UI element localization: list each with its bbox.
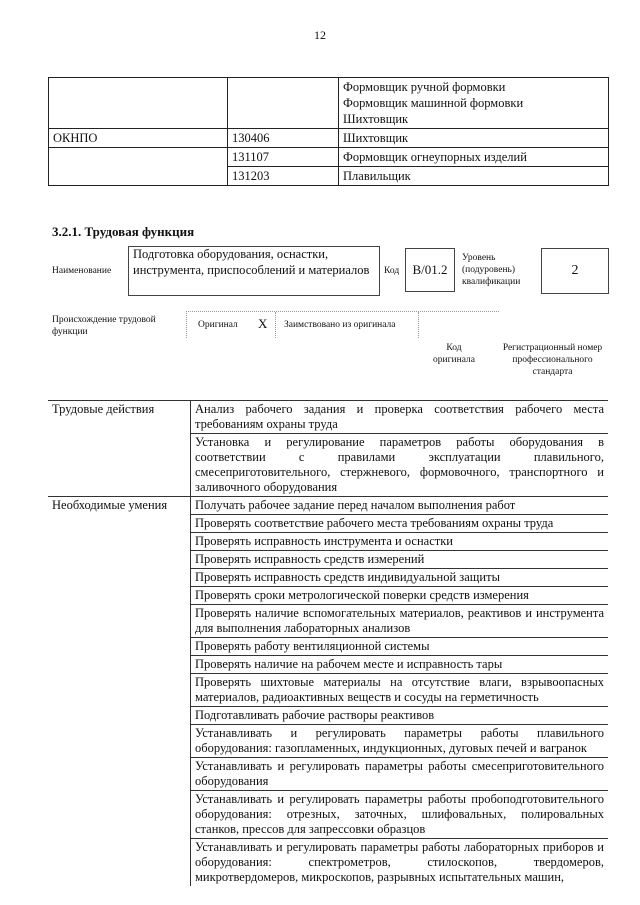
section-title: 3.2.1. Трудовая функция <box>52 224 195 239</box>
function-name-value: Подготовка оборудования, оснастки, инструмента, приспособлений и материалов <box>128 246 380 296</box>
classifier-cell: ОКНПО <box>49 129 228 148</box>
labor-function-table <box>48 400 608 886</box>
skill-item: Проверять сроки метрологической поверки средств измерения <box>191 587 609 605</box>
code-label: Код <box>384 266 400 276</box>
skills-label: Необходимые умения <box>48 497 191 887</box>
skill-item: Устанавливать и регулировать параметры работы лабораторных приборов и оборудования: спектрометров, стилоскопов, твердомеров, микротвердомеров, микроскопов, разрывных испытательных машин, <box>191 839 609 887</box>
registration-number-label: Регистрационный номер профессионального стандарта <box>502 343 603 377</box>
action-item: Установка и регулирование параметров работы оборудования в соответствии с правилами эксплуатации плавильного, смесеприготовительного, стержневого, формовочного, транспортного и заливочного оборудования <box>191 434 609 497</box>
skill-item: Проверять соответствие рабочего места требованиям охраны труда <box>191 515 609 533</box>
table-row <box>48 497 608 515</box>
page-number: 12 <box>314 28 326 42</box>
table-row <box>49 129 609 148</box>
skill-item: Проверять исправность средств измерений <box>191 551 609 569</box>
code-cell: 131107 <box>228 148 339 167</box>
actions-label: Трудовые действия <box>48 401 191 497</box>
skill-item: Проверять шихтовые материалы на отсутствие влаги, взрывоопасных материалов, радиоактивных веществ и сосуды на герметичность <box>191 674 609 707</box>
table-row <box>48 401 608 434</box>
skill-item: Устанавливать и регулировать параметры работы плавильного оборудования: газопламенных, индукционных, дуговых печей и вагранок <box>191 725 609 758</box>
occupation-codes-table <box>48 77 609 186</box>
skill-item: Проверять наличие вспомогательных материалов, реактивов и инструмента для выполнения лабораторных анализов <box>191 605 609 638</box>
occupation-cell: Плавильщик <box>339 167 609 186</box>
skill-item: Устанавливать и регулировать параметры работы пробоподготовительного оборудования: отрезных, заточных, шлифовальных, полировальных станков, прессов для запрессовки образцов <box>191 791 609 839</box>
table-row <box>49 78 609 129</box>
skill-item: Получать рабочее задание перед началом выполнения работ <box>191 497 609 515</box>
qualification-level-value: 2 <box>541 248 609 294</box>
skill-item: Проверять исправность инструмента и оснастки <box>191 533 609 551</box>
occupation-cell: Формовщик огнеупорных изделий <box>339 148 609 167</box>
table-row <box>49 148 609 167</box>
function-code-value: B/01.2 <box>405 248 455 292</box>
code-cell: 130406 <box>228 129 339 148</box>
table-row <box>49 167 609 186</box>
skill-item: Проверять работу вентиляционной системы <box>191 638 609 656</box>
skill-item: Подготавливать рабочие растворы реактивов <box>191 707 609 725</box>
occupation-cell <box>339 78 609 129</box>
level-label: Уровень (подуровень) квалификации <box>462 253 521 287</box>
occupation-name: Шихтовщик <box>343 112 409 126</box>
occupation-cell: Шихтовщик <box>339 129 609 148</box>
classifier-cell <box>49 167 228 186</box>
name-label: Наименование <box>52 266 112 276</box>
occupation-name: Формовщик машинной формовки <box>343 96 524 110</box>
skill-item: Устанавливать и регулировать параметры работы смесеприготовительного оборудования <box>191 758 609 791</box>
skill-item: Проверять наличие на рабочем месте и исправность тары <box>191 656 609 674</box>
classifier-cell <box>49 78 228 129</box>
skill-item: Проверять исправность средств индивидуальной защиты <box>191 569 609 587</box>
original-mark: X <box>258 316 268 331</box>
classifier-cell <box>49 148 228 167</box>
code-cell: 131203 <box>228 167 339 186</box>
code-original-label: Код оригинала <box>433 343 475 365</box>
original-label: Оригинал <box>198 320 238 330</box>
code-cell <box>228 78 339 129</box>
occupation-name: Формовщик ручной формовки <box>343 80 506 94</box>
origin-label: Происхождение трудовой функции <box>52 315 156 337</box>
action-item: Анализ рабочего задания и проверка соответствия рабочего места требованиям охраны труда <box>191 401 609 434</box>
borrowed-label: Заимствовано из оригинала <box>284 320 396 330</box>
